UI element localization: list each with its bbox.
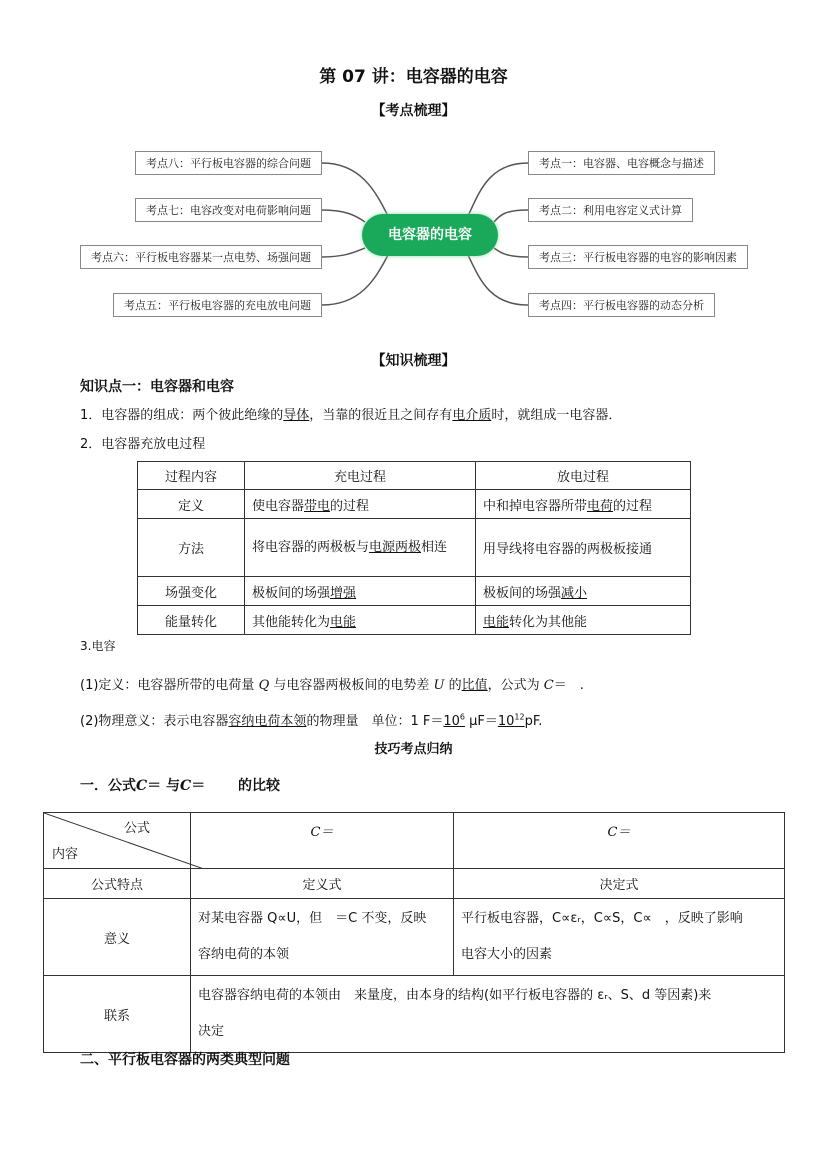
diag-top-label: 公式 (124, 821, 151, 836)
mindmap-node-left: 考点八：平行板电容器的综合问题 (135, 151, 322, 175)
row-label: 联系 (44, 976, 191, 1053)
symbol-c: C (543, 678, 554, 693)
text: 的物理量 单位：1 F＝ (306, 714, 444, 729)
cell (191, 976, 785, 1053)
mindmap-node-right: 考点二：利用电容定义式计算 (528, 198, 693, 222)
underlined-term (498, 714, 525, 729)
mindmap-node-left: 考点七：电容改变对电荷影响问题 (135, 198, 322, 222)
text: 1．电容器的组成：两个彼此绝缘的 (80, 408, 284, 423)
text: pF. (524, 714, 543, 729)
page-title: 第 07 讲：电容器的电容 (319, 67, 508, 87)
symbol-u: U (433, 678, 445, 693)
text: 对某电容器 Q∝U，但 ＝C 不变，反映 (198, 911, 427, 926)
text: 相连 (421, 539, 448, 555)
table-row (44, 976, 785, 1053)
text: 时，就组成一电容器． (491, 408, 622, 423)
heading-typical-problems: 二、平行板电容器的两类典型问题 (80, 1052, 290, 1068)
heading-formula-compare (80, 775, 280, 795)
cell (245, 577, 476, 606)
text: 使电容器 (252, 498, 305, 514)
text: ＝ . (553, 678, 584, 693)
table-header: 充电过程 (245, 462, 476, 490)
symbol-q: Q (258, 678, 270, 693)
row-label: 能量转化 (138, 606, 245, 635)
text: 与电容器两极板间的电势差 (269, 678, 434, 693)
table-row (138, 606, 691, 635)
cell: 定义式 (191, 869, 454, 899)
cell (245, 490, 476, 519)
cell (191, 899, 454, 976)
section-heading-kaodian: 【考点梳理】 (371, 103, 456, 119)
paragraph-composition (80, 404, 621, 423)
table-header: 放电过程 (476, 462, 691, 490)
connector-line (468, 163, 528, 216)
paragraph-definition (80, 674, 584, 693)
text: 其他能转化为 (252, 614, 331, 630)
text: 平行板电容器，C∝εᵣ，C∝S，C∝ ，反映了影响 (461, 911, 743, 926)
text: 10 (497, 714, 515, 729)
cell: 用导线将电容器的两极板接通 (476, 519, 691, 577)
exponent: 6 (459, 712, 465, 722)
text: 的过程 (330, 498, 370, 514)
text: 中和掉电容器所带 (483, 498, 588, 514)
underlined-term: 比值 (461, 678, 488, 693)
table-header: 过程内容 (138, 462, 245, 490)
text: 容纳电荷的本领 (198, 947, 290, 962)
text: 的 (444, 678, 462, 693)
text: ＝ 与 (147, 778, 181, 794)
paragraph-process: 2．电容器充放电过程 (80, 437, 206, 452)
cell (476, 577, 691, 606)
table-row (44, 899, 785, 976)
connector-line (322, 255, 388, 305)
underlined-term: 电荷 (587, 498, 614, 514)
paragraph-capacitance: 3.电容 (80, 639, 116, 653)
connector-line (322, 210, 365, 222)
underlined-term: 电能 (483, 614, 510, 630)
text: 极板间的场强 (252, 585, 331, 601)
formula-determination: C＝ (454, 813, 785, 869)
connector-line (322, 163, 388, 216)
knowledge-point-heading: 知识点一：电容器和电容 (80, 379, 234, 395)
row-label: 定义 (138, 490, 245, 519)
text: 极板间的场强 (483, 585, 562, 601)
symbol-c: C (136, 778, 148, 794)
underlined-term: 电能 (330, 614, 357, 630)
text: ＝ 的比较 (191, 778, 281, 794)
text: 的过程 (613, 498, 653, 514)
section-heading-zhishi: 【知识梳理】 (371, 353, 456, 369)
mindmap-node-right: 考点四：平行板电容器的动态分析 (528, 293, 715, 317)
diagonal-header-cell (44, 813, 191, 869)
underlined-term: 电介质 (452, 408, 492, 423)
text: (2)物理意义：表示电容器 (80, 714, 229, 729)
row-label: 场强变化 (138, 577, 245, 606)
mindmap-node-left: 考点六：平行板电容器某一点电势、场强问题 (80, 245, 322, 269)
underlined-term: 电源两极 (369, 539, 422, 555)
mindmap-node-left: 考点五：平行板电容器的充电放电问题 (113, 293, 322, 317)
row-label: 意义 (44, 899, 191, 976)
text: 决定 (198, 1024, 225, 1039)
table-row (44, 869, 785, 899)
text: 一．公式 (80, 778, 136, 794)
text: 将电容器的两极板与 (252, 539, 370, 555)
row-label: 公式特点 (44, 869, 191, 899)
table-row (138, 519, 691, 577)
diag-bottom-label: 内容 (52, 847, 79, 862)
mindmap-node-right: 考点一：电容器、电容概念与描述 (528, 151, 715, 175)
cell (476, 490, 691, 519)
text: 10 (443, 714, 460, 729)
cell (245, 519, 476, 577)
table-row (138, 490, 691, 519)
connector-line (322, 248, 365, 257)
symbol-c: C (180, 778, 192, 794)
cell (476, 606, 691, 635)
section-heading-skills: 技巧考点归纳 (374, 742, 453, 757)
connector-line (494, 210, 528, 222)
underlined-term: 增强 (330, 585, 357, 601)
underlined-term (443, 714, 465, 729)
text: ，当靠的很近且之间存有 (309, 408, 453, 423)
text: 转化为其他能 (509, 614, 588, 630)
table-row (138, 577, 691, 606)
formula-compare-table (43, 812, 785, 1053)
mindmap-node-right: 考点三：平行板电容器的电容的影响因素 (528, 245, 748, 269)
underlined-term: 容纳电荷本领 (228, 714, 307, 729)
underlined-term: 带电 (304, 498, 331, 514)
text: 电容器容纳电荷的本领由 来量度，由本身的结构(如平行板电容器的 εᵣ、S、d 等因素)来 (198, 988, 712, 1003)
text: (1)定义：电容器所带的电荷量 (80, 678, 259, 693)
cell (245, 606, 476, 635)
paragraph-meaning (80, 710, 542, 729)
row-label: 方法 (138, 519, 245, 577)
connector-line (494, 248, 528, 257)
mindmap-center-node: 电容器的电容 (362, 214, 498, 256)
underlined-term: 导体 (283, 408, 310, 423)
cell (454, 899, 785, 976)
charge-discharge-table (137, 461, 691, 635)
text: 电容大小的因素 (461, 947, 553, 962)
text: μF＝ (464, 714, 498, 729)
exponent: 12 (514, 712, 525, 722)
cell: 决定式 (454, 869, 785, 899)
underlined-term: 减小 (561, 585, 588, 601)
formula-definition: C＝ (191, 813, 454, 869)
connector-line (468, 255, 528, 305)
text: ，公式为 (487, 678, 544, 693)
